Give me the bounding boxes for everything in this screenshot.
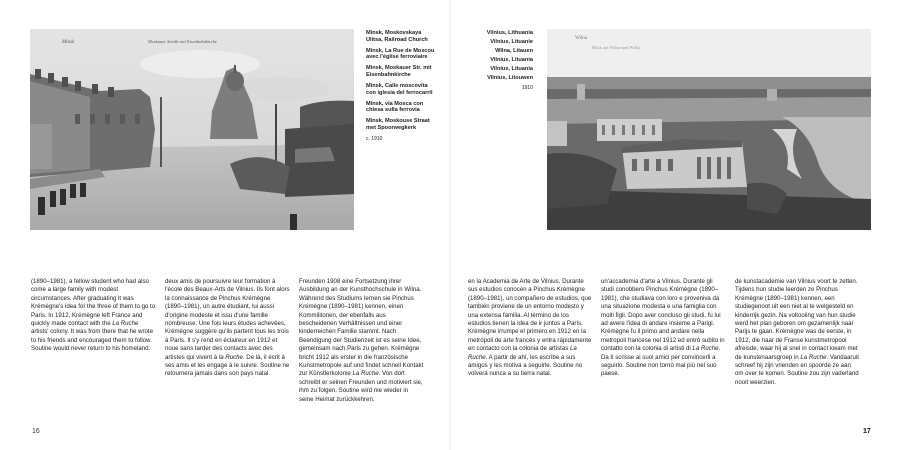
text-column-spanish	[468, 278, 593, 379]
text-run: . De là, il écrit à ses amis et les engage à le suivre. Soutine ne retournera jamais dans son pays natal.	[165, 353, 290, 378]
photo-title-left: Minsk	[62, 40, 75, 45]
text-run: un'accademia d'arte a Vilnius. Durante gli studi conobbero Pinchus Krémègne (1890–1981), che studiava con loro e proveniva da una situazione modesta e una famiglia con molti figli. Dopo aver concluso gli studi, fu lui ad avere l'idea di andare insieme a Parigi. Krémègne fu il primo and andare nella metropoli francese nel 1912 ed entrò subito in contatto con la colonia di artisti di	[601, 278, 725, 353]
body-paragraph	[735, 278, 860, 387]
body-paragraph	[31, 278, 156, 354]
text-run: deux amis de poursuivre leur formation à l'école des Beaux-Arts de Vilnius. Ils font alors la connaissance de Pinchus Krémègne (1890–1981), un autre étudiant, lui aussi d'origine modeste et issu d'une famille nombreuse. Une fois leurs études achevées, Krémègne suggère qu'ils partent tous les trois à Paris. Il s'y rend en éclaireur en 1912 et noue sans tarder des contacts avec des artistes qui vivent à	[165, 278, 290, 361]
text-run: (1890–1981), a fellow student who had also come a large family with modest circumstances. After graduating it was Krémègne's idea for the three of them to go to Paris. In 1912, Krémègne left France and quickly made contact with the	[31, 278, 156, 328]
text-run: de kunstacademie van Vilnius voort te zetten. Tijdens hun studie leerden ze Pinchus Krémègne (1890–1981) kennen, een studiegenoot uit een niet al te welgesteld en kinderrijk gezin. Na voltooiing van hun studie werd het plan geboren om gezamenlijk naar Parijs te gaan. Krémègne was de eerste, in 1912, die naar de Franse kunstmetropool afreisde, waar hij al snel in contact kwam met de kunstenaarsgroep in	[735, 278, 858, 361]
body-paragraph	[468, 278, 593, 379]
text-run: . A partir de ahí, les escribe a sus amigos y les motiva a seguirle. Soutine no volverá nunca a su tierra natal.	[468, 353, 583, 378]
photo-captions-right	[470, 30, 533, 91]
text-column-french	[165, 278, 290, 379]
text-run: Freunden 1908 eine Fortsetzung ihrer Ausbildung an der Kunsthochschule in Wilna. Während des Studiums lernen sie Pinchus Krémègne (1890–1981) kennen, einen Kommilitonen, der ebenfalls aus bescheidenen Verhältnissen und einer kinderreichen Familie stammt. Nach Beendigung der Studienzeit ist es seine Idee, gemeinsam nach Paris zu gehen. Krémègne bricht 1912 als erster in die französische Kunstmetropole auf und findet schnell Kontakt zur Künstlerkolonie	[299, 278, 424, 378]
text-run: artists' colony. It was from there that he wrote to his friends and encouraged them to follow. Soutine would never return to his homeland.	[31, 328, 153, 353]
italic-term: La Ruche	[352, 370, 379, 378]
caption: Minsk, via Mosca con chiesa sulla ferrovia	[366, 100, 424, 114]
body-paragraph	[299, 278, 424, 404]
text-column-italian	[601, 278, 726, 379]
text-run: . Von dort schreibt er seinen Freunden und motiviert sie, ihm zu folgen. Soutine wird nie wieder in seine Heimat zurückkehren.	[299, 370, 423, 403]
caption: Vilnius, Lithuania	[486, 30, 533, 36]
caption: Vilnius, Lituania	[490, 66, 533, 73]
italic-term: La Ruche	[112, 320, 139, 328]
page-number-left: 16	[32, 428, 40, 435]
photo-title-right: Moskauer Straße mit Eisenbahnkirche	[148, 39, 217, 44]
caption: Vilnius, Lituania	[490, 57, 533, 64]
text-column-english	[31, 278, 156, 354]
text-run: . Da lì scrisse ai suoi amici per convincerli a seguirlo. Soutine non tornò mai più nel suo paese.	[601, 345, 721, 378]
text-column-dutch	[735, 278, 860, 387]
caption: Vilnius, Lituanie	[490, 39, 533, 46]
gutter	[449, 0, 451, 450]
caption: Wilna, Litauen	[495, 48, 533, 55]
minsk-postcard-photo	[30, 29, 354, 230]
photo-captions-left	[366, 30, 436, 143]
caption: Minsk, La Rue de Moscou avec l'église ferroviaire	[366, 47, 435, 61]
caption: Minsk, Moskovskaya Ulitsa, Railroad Church	[366, 30, 428, 43]
caption: Minsk, Calle moscovita con iglesia del ferrocarril	[366, 83, 433, 96]
text-column-german	[299, 278, 424, 404]
italic-term: La Ruche	[692, 345, 719, 353]
caption-date: 1910	[521, 84, 533, 91]
text-run: . Vandaaruit schreef hij zijn vrienden en spoorde ze aan om over te komen. Soutine zou zijn vaderland nooit weerzien.	[735, 353, 859, 386]
text-run: en la Academia de Arte de Vilnius. Durante sus estudios conocen a Pinchus Krémègne (1890–1981), un compañero de estudios, que también proviene de un entorno modesto y una extensa familia. Al término de los estudios tienen la idea de ir juntos a París. Krémègne irrumpe el primero en 1912 en la metrópoli de arte francés y entra rápidamente en contacto con la colonia de artistas	[468, 278, 592, 353]
italic-term: La Ruche	[468, 345, 577, 361]
caption-date: c. 1910	[366, 136, 383, 143]
caption: Minsk, Moskauer Str. mit Eisenbahnkirche	[366, 65, 432, 78]
italic-term: la Ruche	[218, 353, 243, 361]
body-paragraph	[165, 278, 290, 379]
vilnius-postcard-photo	[547, 29, 871, 230]
caption: Vilnius, Litouwen	[487, 75, 533, 82]
body-paragraph	[601, 278, 726, 379]
italic-term: La Ruche	[800, 353, 827, 361]
photo-title-left: Wilna	[575, 36, 588, 41]
page-number-right: 17	[863, 428, 871, 435]
photo-title-right: Blick auf Wilna und Wilija	[592, 45, 641, 50]
caption: Minsk, Moskouse Straat met Spoorwegkerk	[366, 118, 430, 132]
